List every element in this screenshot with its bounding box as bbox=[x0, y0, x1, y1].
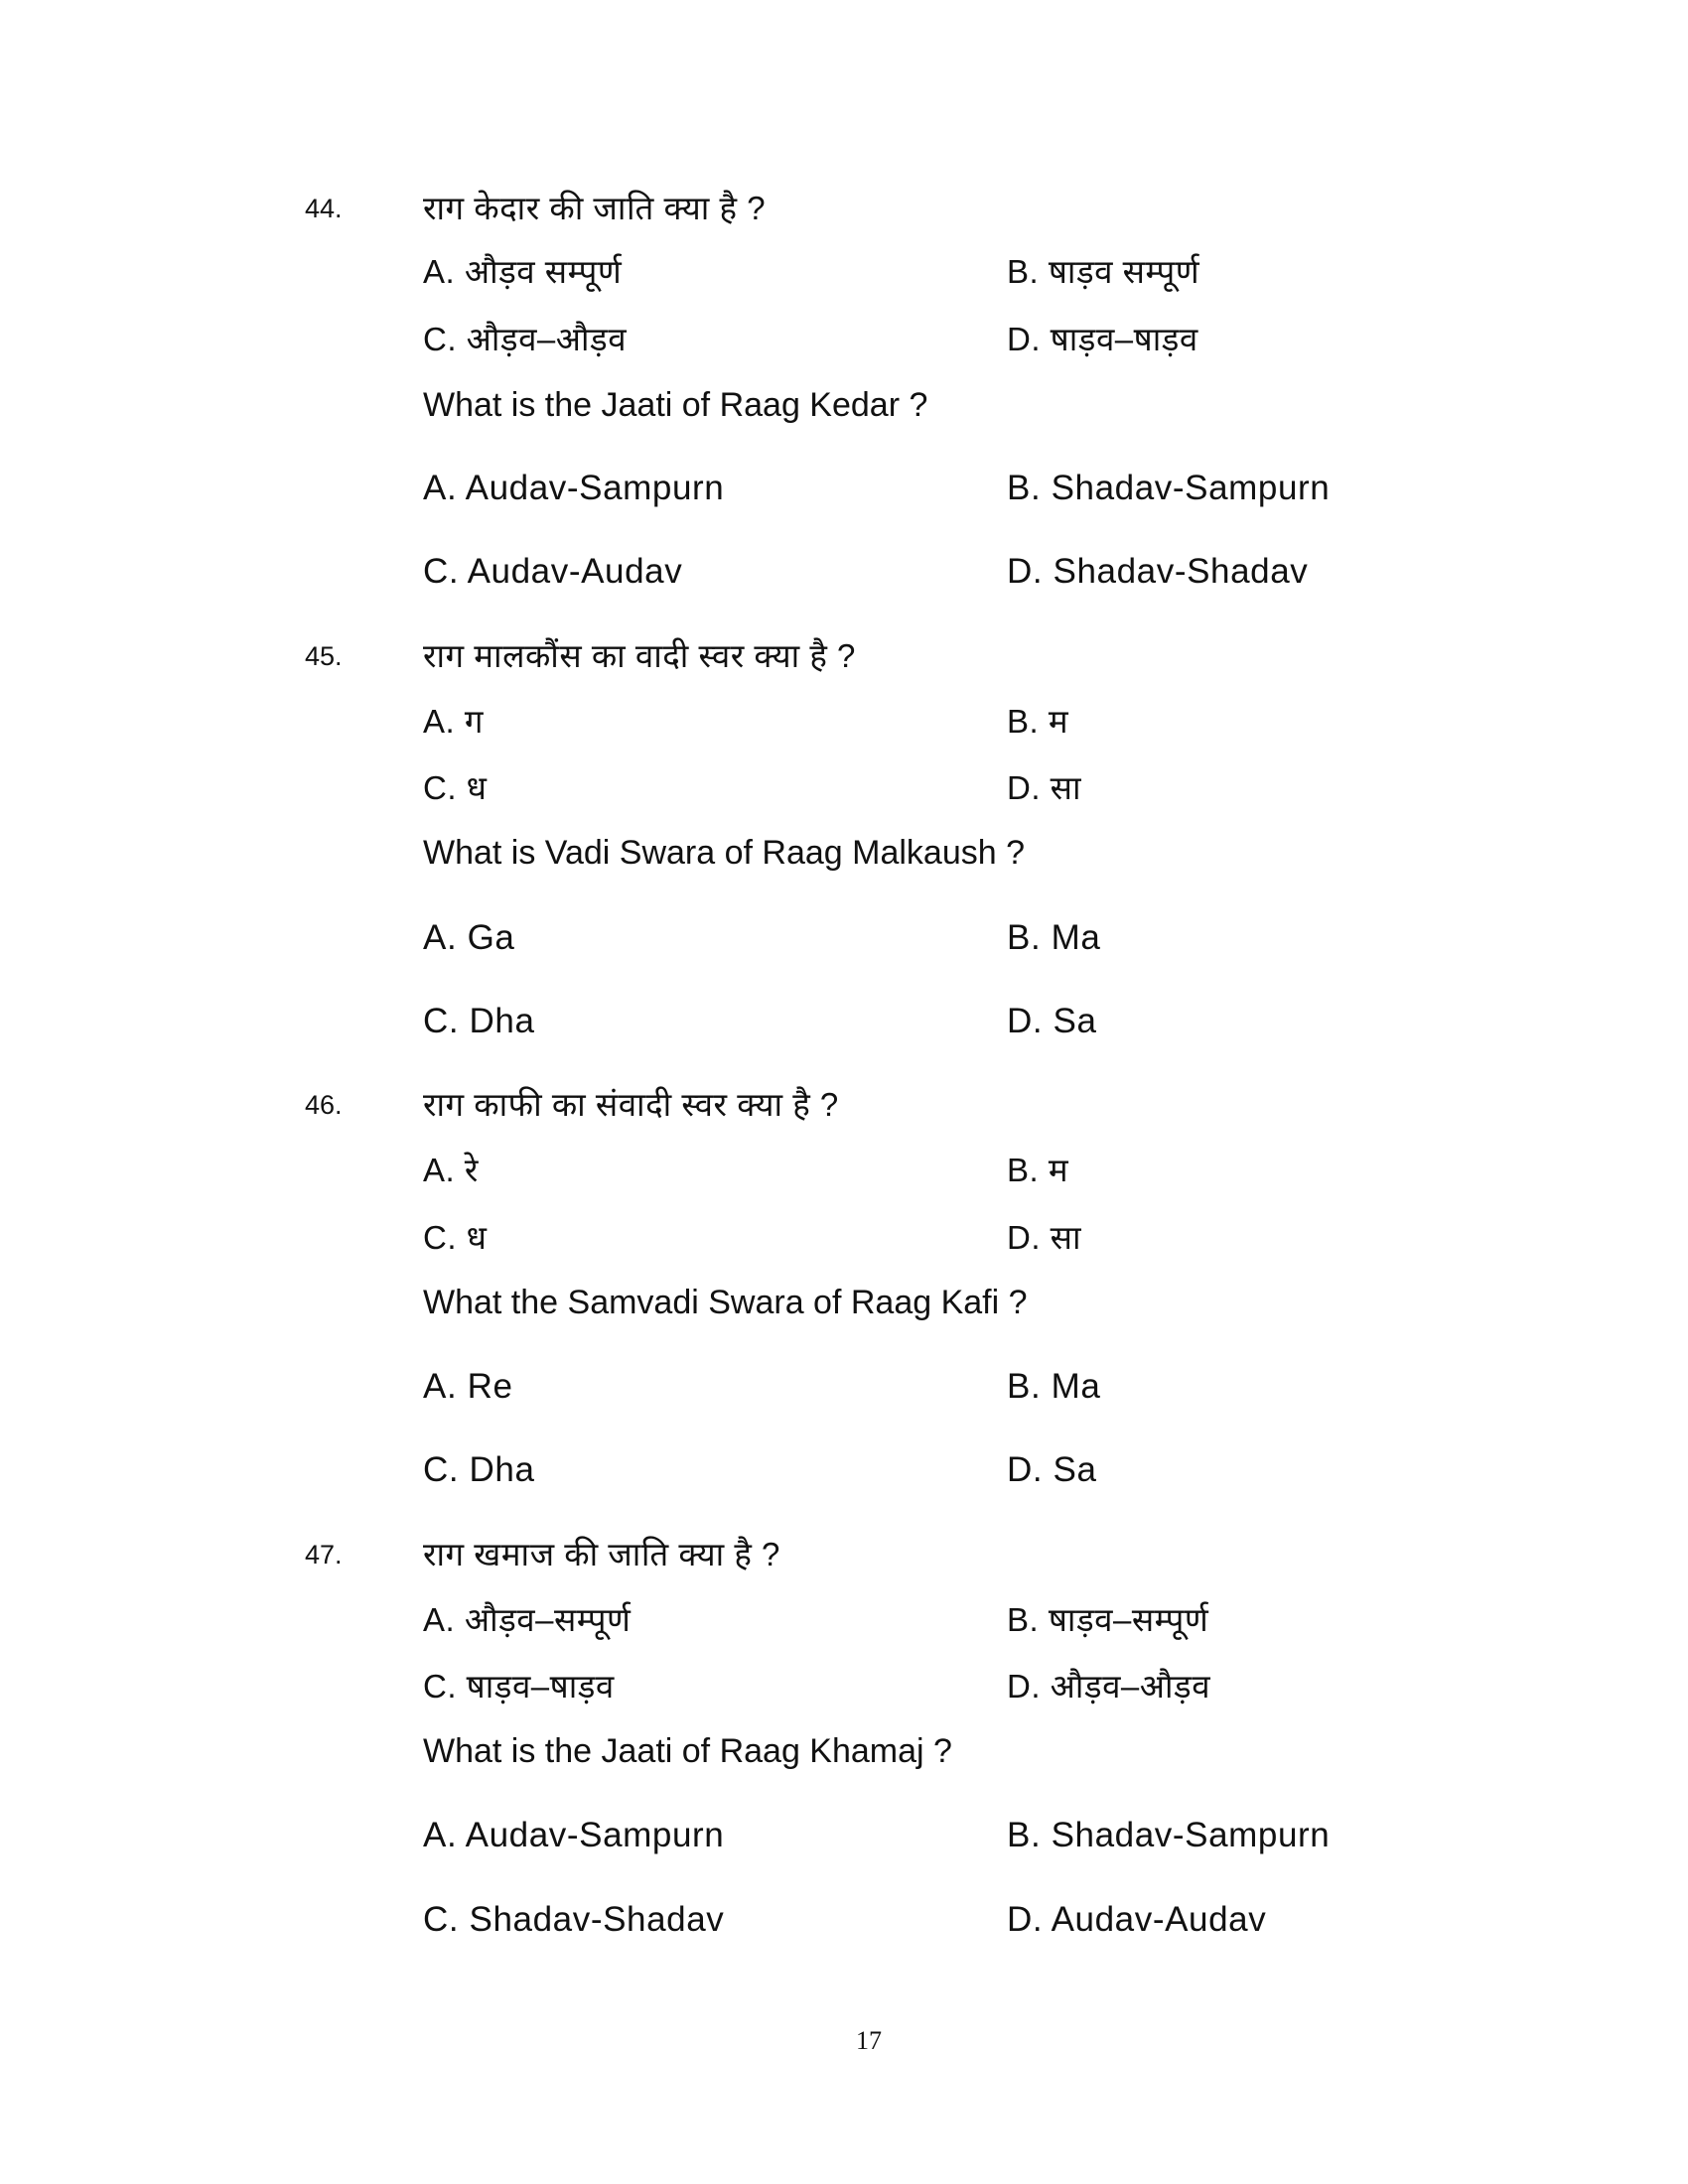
hindi-option-b: B. म bbox=[1007, 703, 1069, 740]
english-option-c: C. Dha bbox=[423, 1450, 535, 1489]
hindi-option-c: C. ध bbox=[423, 1219, 488, 1256]
english-option-c: C. Audav-Audav bbox=[423, 552, 683, 591]
english-option-b: B. Ma bbox=[1007, 1367, 1101, 1406]
english-option-d: D. Shadav-Shadav bbox=[1007, 552, 1309, 591]
hindi-option-c: C. ध bbox=[423, 769, 488, 806]
english-option-c: C. Shadav-Shadav bbox=[423, 1900, 725, 1939]
english-question-text: What is the Jaati of Raag Khamaj ? bbox=[423, 1732, 952, 1770]
hindi-question-text: राग काफी का संवादी स्वर क्या है ? bbox=[423, 1086, 839, 1123]
question-number: 46. bbox=[305, 1090, 343, 1120]
hindi-option-d: D. औड़व–औड़व bbox=[1007, 1668, 1211, 1705]
english-option-b: B. Shadav-Sampurn bbox=[1007, 1816, 1331, 1854]
hindi-option-d: D. षाड़व–षाड़व bbox=[1007, 321, 1198, 357]
hindi-option-a: A. ग bbox=[423, 703, 484, 740]
hindi-option-d: D. सा bbox=[1007, 1219, 1082, 1256]
hindi-option-c: C. षाड़व–षाड़व bbox=[423, 1668, 615, 1705]
hindi-option-a: A. औड़व–सम्पूर्ण bbox=[423, 1601, 632, 1638]
hindi-option-a: A. औड़व सम्पूर्ण bbox=[423, 253, 623, 290]
question-number: 44. bbox=[305, 194, 343, 223]
english-option-d: D. Audav-Audav bbox=[1007, 1900, 1267, 1939]
page-number: 17 bbox=[856, 2026, 882, 2055]
hindi-option-b: B. षाड़व–सम्पूर्ण bbox=[1007, 1601, 1209, 1638]
hindi-option-d: D. सा bbox=[1007, 769, 1082, 806]
hindi-question-text: राग खमाज की जाति क्या है ? bbox=[423, 1536, 780, 1572]
hindi-option-b: B. षाड़व सम्पूर्ण bbox=[1007, 253, 1200, 290]
english-option-d: D. Sa bbox=[1007, 1450, 1097, 1489]
english-option-b: B. Shadav-Sampurn bbox=[1007, 469, 1331, 507]
english-question-text: What is Vadi Swara of Raag Malkaush ? bbox=[423, 834, 1025, 872]
english-option-d: D. Sa bbox=[1007, 1002, 1097, 1040]
english-option-c: C. Dha bbox=[423, 1002, 535, 1040]
english-option-b: B. Ma bbox=[1007, 918, 1101, 957]
english-option-a: A. Re bbox=[423, 1367, 513, 1406]
hindi-option-a: A. रे bbox=[423, 1152, 479, 1188]
hindi-option-b: B. म bbox=[1007, 1152, 1069, 1188]
english-option-a: A. Ga bbox=[423, 918, 515, 957]
hindi-option-c: C. औड़व–औड़व bbox=[423, 321, 628, 357]
question-number: 47. bbox=[305, 1540, 343, 1570]
hindi-question-text: राग केदार की जाति क्या है ? bbox=[423, 190, 767, 226]
hindi-question-text: राग मालकौंस का वादी स्वर क्या है ? bbox=[423, 637, 856, 674]
question-number: 45. bbox=[305, 641, 343, 671]
english-question-text: What the Samvadi Swara of Raag Kafi ? bbox=[423, 1284, 1028, 1321]
english-option-a: A. Audav-Sampurn bbox=[423, 1816, 725, 1854]
english-question-text: What is the Jaati of Raag Kedar ? bbox=[423, 386, 928, 424]
english-option-a: A. Audav-Sampurn bbox=[423, 469, 725, 507]
